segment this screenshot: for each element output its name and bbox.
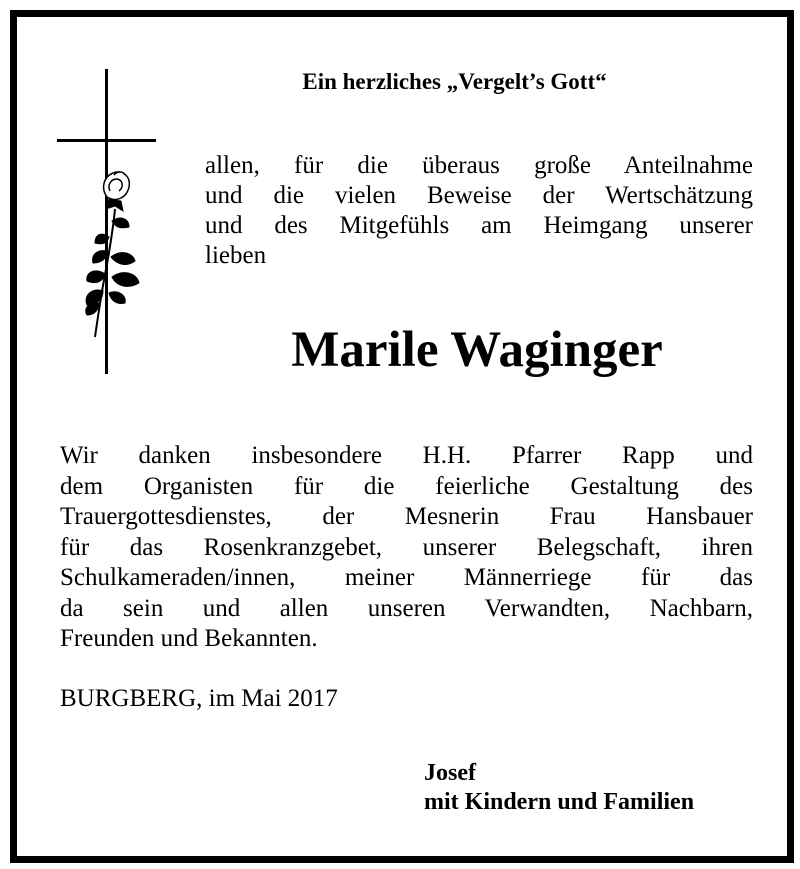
cross-icon bbox=[57, 69, 167, 379]
intro-line: allen, für die überaus große Anteilnahme bbox=[205, 152, 753, 179]
intro-paragraph bbox=[205, 151, 753, 271]
intro-line: und die vielen Beweise der Wertschätzung bbox=[205, 182, 753, 209]
signature-name: Josef bbox=[424, 760, 476, 786]
thanks-line: da sein und allen unseren Verwandten, Nachbarn, bbox=[60, 594, 753, 622]
obituary-notice bbox=[10, 10, 794, 863]
thanks-paragraph bbox=[60, 441, 753, 655]
thanks-line: Trauergottesdienstes, der Mesnerin Frau Hansbauer bbox=[60, 503, 753, 530]
signature bbox=[424, 759, 694, 817]
rose-icon bbox=[86, 172, 139, 337]
deceased-name: Marile Waginger bbox=[291, 322, 663, 378]
thanks-line: Freunden und Bekannten. bbox=[60, 625, 318, 652]
notice-heading: Ein herzliches „Vergelt’s Gott“ bbox=[302, 69, 607, 94]
signature-family: mit Kindern und Familien bbox=[424, 789, 695, 815]
cross-with-rose bbox=[57, 69, 167, 379]
intro-line: lieben bbox=[205, 242, 267, 269]
place-date: BURGBERG, im Mai 2017 bbox=[60, 685, 338, 712]
thanks-line: dem Organisten für die feierliche Gestaltung des bbox=[60, 472, 753, 500]
thanks-line: für das Rosenkranzgebet, unserer Belegschaft, ihren bbox=[60, 533, 753, 561]
thanks-line: Wir danken insbesondere H.H. Pfarrer Rapp und bbox=[60, 442, 753, 469]
thanks-line: Schulkameraden/innen, meiner Männerriege für das bbox=[60, 564, 753, 591]
intro-line: und des Mitgefühls am Heimgang unserer bbox=[205, 212, 753, 239]
